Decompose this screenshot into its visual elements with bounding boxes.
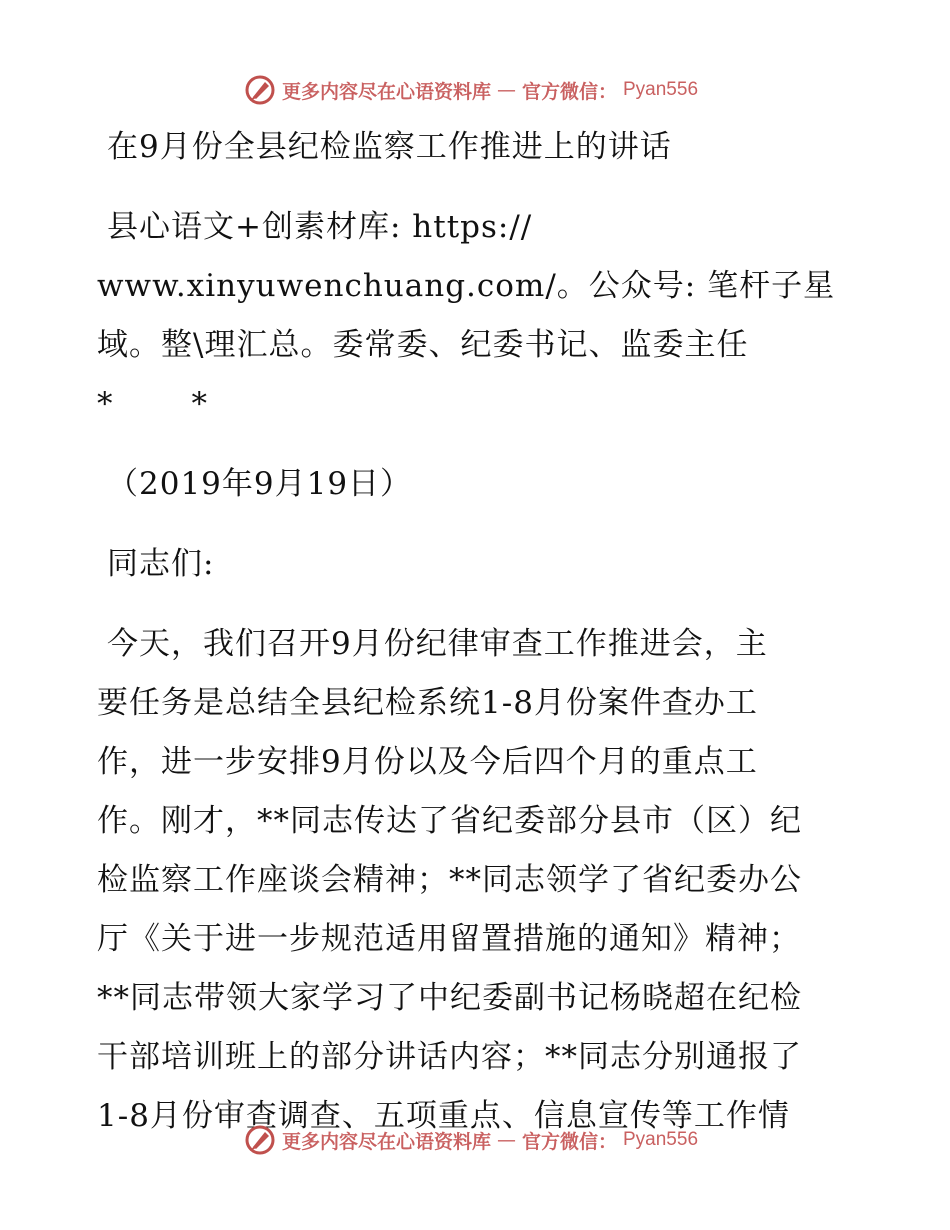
body-line: 厅《关于进一步规范适用留置措施的通知》精神； xyxy=(97,921,801,957)
body-line: 干部培训班上的部分讲话内容；**同志分别通报了 xyxy=(97,1039,802,1075)
speech-date: （2019年9月19日） xyxy=(107,466,413,502)
header-watermark-banner xyxy=(0,72,950,108)
watermark-text: 更多内容尽在心语资料库 xyxy=(281,80,491,103)
header-watermark-inner xyxy=(244,74,698,106)
pen-nib-logo-icon xyxy=(244,74,276,106)
intro-line: 县心语文+创素材库: https:// xyxy=(107,209,533,245)
watermark-dash: — xyxy=(496,1129,516,1151)
body-line: 检监察工作座谈会精神；**同志领学了省纪委办公 xyxy=(97,862,802,898)
intro-line: www.xinyuwenchuang.com/。公众号: 笔杆子星 xyxy=(97,268,836,304)
body-line: 作，进一步安排9月份以及今后四个月的重点工 xyxy=(97,744,758,780)
document-title: 在9月份全县纪检监察工作推进上的讲话 xyxy=(107,129,672,165)
watermark-wechat-id: Pyan556 xyxy=(623,79,699,100)
body-line: 1-8月份审查调查、五项重点、信息宣传等工作情 xyxy=(97,1098,790,1134)
body-line: 要任务是总结全县纪检系统1-8月份案件查办工 xyxy=(97,685,758,721)
footer-watermark-inner xyxy=(244,1124,698,1156)
intro-line: 域。整\理汇总。委常委、纪委书记、监委主任 xyxy=(97,327,749,363)
body-line: **同志带领大家学习了中纪委副书记杨晓超在纪检 xyxy=(97,980,802,1016)
body-line: 作。刚才，**同志传达了省纪委部分县市（区）纪 xyxy=(97,803,802,839)
watermark-text: 更多内容尽在心语资料库 xyxy=(281,1130,491,1153)
watermark-wechat-label: 官方微信： xyxy=(521,1130,617,1153)
watermark-dash: — xyxy=(496,79,516,101)
watermark-wechat-label: 官方微信： xyxy=(521,80,617,103)
pen-nib-logo-icon xyxy=(244,1124,276,1156)
footer-watermark-banner xyxy=(0,1122,950,1158)
speaker-name-masked: * * xyxy=(97,386,231,422)
document-body xyxy=(97,126,857,1137)
greeting: 同志们: xyxy=(107,546,215,582)
watermark-wechat-id: Pyan556 xyxy=(623,1129,699,1150)
body-line: 今天，我们召开9月份纪律审查工作推进会，主 xyxy=(107,626,768,662)
